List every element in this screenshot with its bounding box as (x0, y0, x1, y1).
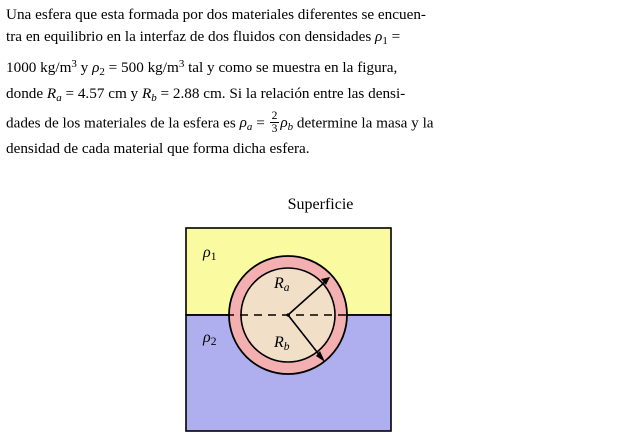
problem-line-2-text: tra en equilibrio en la interfaz de dos fluidos con densidades (6, 28, 376, 46)
radius-a-label: $R_a$ (274, 275, 290, 295)
equals-2: = (104, 58, 121, 76)
R-a-symbol: $R_a$ (46, 85, 62, 105)
problem-line-4 (6, 83, 634, 109)
equals-3: = (252, 114, 269, 131)
problem-line-1 (6, 4, 634, 26)
figure-caption: Superficie (287, 196, 354, 213)
rho-a-symbol: $\rho_a$ (239, 114, 253, 134)
problem-line-5-tail: determine la masa y la (293, 114, 434, 131)
rho1-value: 1000 kg/m (6, 58, 72, 76)
problem-line-1-text: Una esfera que esta formada por dos materiales diferentes se encuen- (6, 6, 426, 23)
R-b-symbol: $R_b$ (141, 85, 157, 105)
rho-b-symbol: $\rho_b$ (280, 114, 294, 134)
two-thirds-fraction: $\frac{2}{3}$ (271, 109, 278, 135)
problem-line-3 (6, 53, 634, 83)
cubic-exponent-2: 3 (178, 57, 185, 70)
figure (0, 196, 641, 436)
problem-line-4-text: donde (6, 85, 47, 103)
fluid-top-label: $\rho_1$ (203, 244, 217, 264)
sphere-center-point (286, 313, 289, 316)
rho-1-symbol: $\rho_1$ (375, 28, 388, 48)
problem-line-5-text: dades de los materiales de la esfera es (6, 114, 240, 131)
problem-statement (6, 4, 634, 161)
Ra-value: = 4.57 cm y (61, 85, 142, 103)
fluid-bottom-label: $\rho_2$ (203, 329, 217, 349)
equals-1: = (387, 28, 401, 46)
radius-b-label: $R_b$ (274, 334, 290, 354)
problem-line-5 (6, 110, 634, 139)
conjunction-y: y (76, 58, 93, 76)
rho2-value: 500 kg/m (121, 58, 179, 76)
rho-2-symbol: $\rho_2$ (92, 58, 105, 78)
problem-line-2 (6, 26, 634, 52)
sphere-diagram (185, 227, 457, 432)
problem-line-3-text: tal y como se muestra en la figura, (188, 58, 398, 76)
cubic-exponent-1: 3 (71, 57, 77, 70)
problem-line-6 (6, 138, 634, 160)
Rb-value: = 2.88 cm. Si la relación entre las densi- (156, 85, 406, 103)
problem-line-6-text: densidad de cada material que forma dicha esfera. (6, 140, 310, 158)
